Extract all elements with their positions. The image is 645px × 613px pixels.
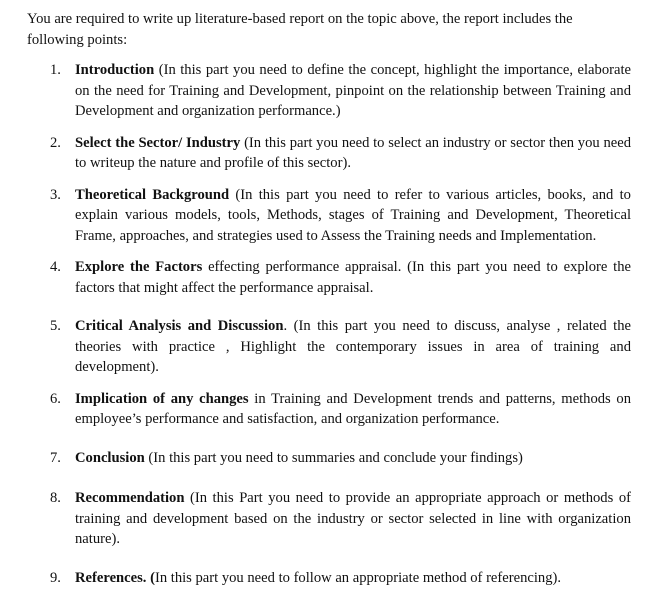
item-text: . (In this part you need to discuss, analyse , related the theories with practice , Highlight the contemporary issues in area of training and development). xyxy=(75,318,631,375)
list-number: 2. xyxy=(50,134,61,151)
item-text: (In this part you need to define the concept, highlight the importance, elaborate on the need for Training and Development, pinpoint on the relationship between Training and Development and organization performance.) xyxy=(75,62,631,119)
list-item-theoretical-background xyxy=(27,185,631,247)
list-number: 4. xyxy=(50,259,61,275)
list-item-recommendation xyxy=(27,488,631,550)
list-number: 8. xyxy=(50,490,61,506)
list-number: 6. xyxy=(50,390,61,407)
list-item-references xyxy=(27,568,631,589)
list-item-sector xyxy=(27,133,631,174)
list-number: 3. xyxy=(50,186,61,203)
list-item-conclusion xyxy=(27,448,631,469)
item-text: (In this part you need to summaries and conclude your findings) xyxy=(144,449,523,466)
list-item-explore-factors xyxy=(27,257,631,298)
list-number: 5. xyxy=(50,318,61,334)
list-item-introduction xyxy=(27,60,631,122)
item-heading: Critical Analysis and Discussion xyxy=(75,318,284,334)
item-heading: References. ( xyxy=(75,569,155,586)
item-heading: Explore the Factors xyxy=(75,259,203,275)
item-heading: Select the Sector/ Industry xyxy=(75,134,241,151)
item-text: (In this Part you need to provide an appropriate approach or methods of training and development based on the industry or sector selected in line with organization nature). xyxy=(75,490,631,547)
item-heading: Theoretical Background xyxy=(75,186,230,203)
list-number: 7. xyxy=(50,449,61,466)
item-text: in Training and Development trends and patterns, methods on employee’s performance and satisfaction, and organization performance. xyxy=(75,390,632,427)
intro-paragraph: You are required to write up literature-based report on the topic above, the report includes the following points: xyxy=(27,11,573,48)
item-text: effecting performance appraisal. (In this part you need to explore the factors that might affect the performance appraisal. xyxy=(75,259,631,296)
list-item-implication xyxy=(27,389,631,430)
item-heading: Introduction xyxy=(75,62,155,78)
item-text: (In this part you need to refer to various articles, books, and to explain various models, tools, Methods, stages of Training and Development, Theoretical Frame, approaches, and strategies used to Assess the Training needs and Implementation. xyxy=(75,186,631,244)
item-text: (In this part you need to select an industry or sector then you need to writeup the nature and profile of this sector). xyxy=(75,134,631,171)
report-points-list xyxy=(27,60,631,588)
item-heading: Conclusion xyxy=(75,449,145,466)
item-heading: Implication of any changes xyxy=(75,390,249,407)
list-number: 9. xyxy=(50,569,61,586)
item-text: In this part you need to follow an appropriate method of referencing). xyxy=(154,569,562,586)
item-heading: Recommendation xyxy=(75,490,185,506)
list-item-critical-analysis xyxy=(27,316,631,378)
list-number: 1. xyxy=(50,62,61,78)
